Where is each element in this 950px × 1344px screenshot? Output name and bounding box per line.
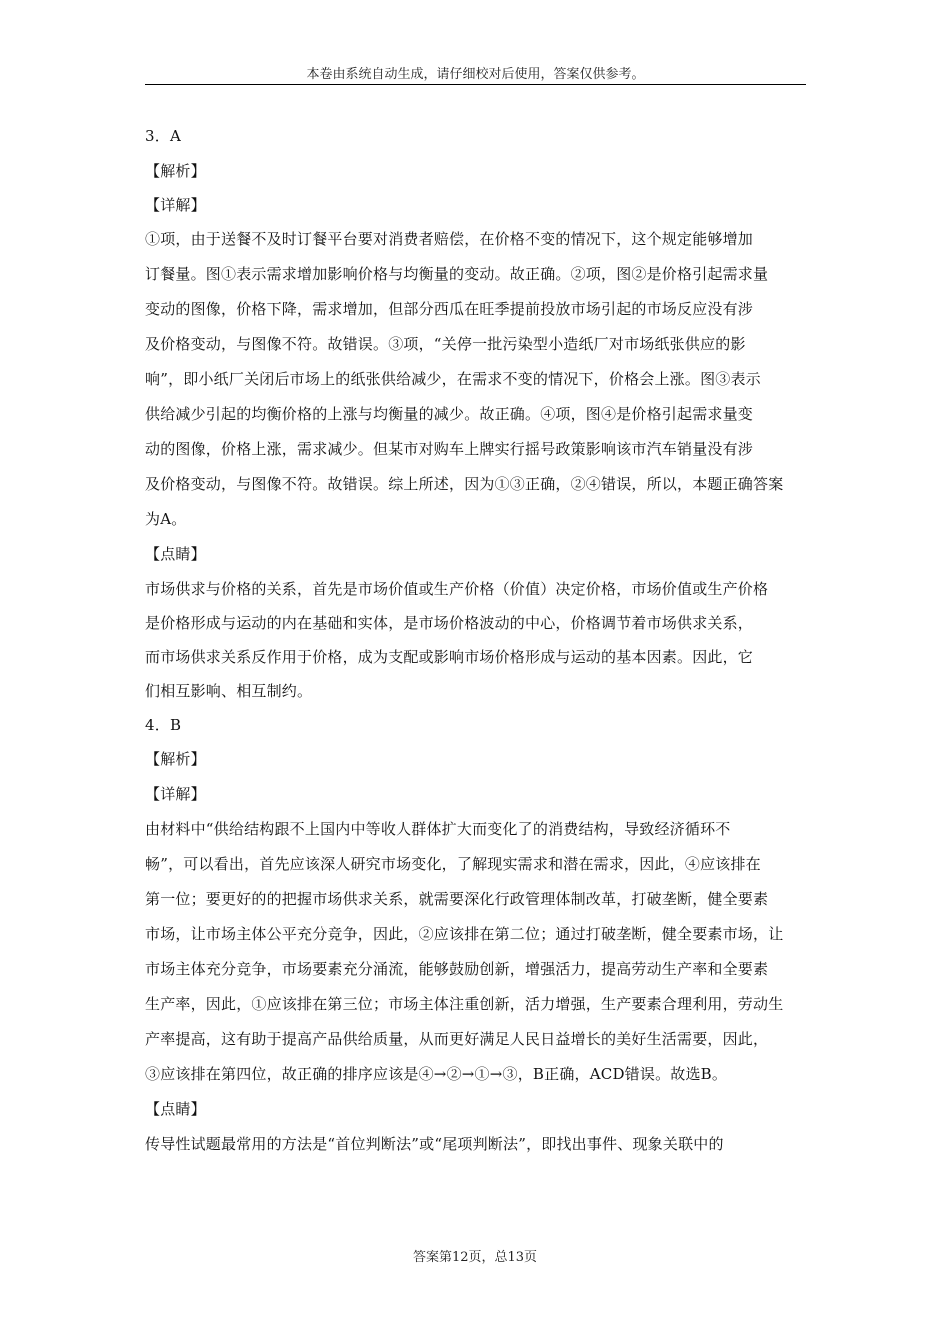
paragraph-line: 变动的图像，价格下降，需求增加，但部分西瓜在旺季提前投放市场引起的市场反应没有涉 (145, 300, 754, 318)
paragraph-line: 畅”，可以看出，首先应该深人研究市场变化，了解现实需求和潜在需求，因此，④应该排在 (145, 855, 761, 873)
paragraph-line: 市场主体充分竞争，市场要素充分涌流，能够鼓励创新，增强活力，提高劳动生产率和全要素 (145, 960, 769, 978)
paragraph-line: 是价格形成与运动的内在基础和实体，是市场价格波动的中心，价格调节着市场供求关系， (145, 614, 754, 632)
section-heading-analysis: 【解析】 (145, 750, 206, 768)
paragraph-line: 市场，让市场主体公平充分竞争，因此，②应该排在第二位；通过打破垄断，健全要素市场，让 (145, 925, 784, 943)
header-divider (145, 84, 806, 85)
paragraph-line: 及价格变动，与图像不符。故错误。③项，“关停一批污染型小造纸厂对市场纸张供应的影 (145, 335, 746, 353)
section-heading-analysis: 【解析】 (145, 162, 206, 180)
section-heading-detail: 【详解】 (145, 196, 206, 214)
paragraph-line: 供给减少引起的均衡价格的上涨与均衡量的减少。故正确。④项，图④是价格引起需求量变 (145, 405, 754, 423)
paragraph-line: 传导性试题最常用的方法是“首位判断法”或“尾项判断法”，即找出事件、现象关联中的 (145, 1135, 724, 1153)
paragraph-line: ③应该排在第四位，故正确的排序应该是④→②→①→③，B正确，ACD错误。故选B。 (145, 1065, 728, 1083)
paragraph-line: 响”，即小纸厂关闭后市场上的纸张供给减少，在需求不变的情况下，价格会上涨。图③表示 (145, 370, 761, 388)
paragraph-line: 而市场供求关系反作用于价格，成为支配或影响市场价格形成与运动的基本因素。因此，它 (145, 648, 754, 666)
page-footer: 答案第12页，总13页 (412, 1250, 538, 1265)
paragraph-line: 生产率，因此，①应该排在第三位；市场主体注重创新，活力增强，生产要素合理利用，劳动生 (145, 995, 784, 1013)
paragraph-line: 订餐量。图①表示需求增加影响价格与均衡量的变动。故正确。②项，图②是价格引起需求量 (145, 265, 769, 283)
paragraph-line: 由材料中“供给结构跟不上国内中等收人群体扩大而变化了的消费结构，导致经济循环不 (145, 820, 731, 838)
paragraph-line: 第一位；要更好的的把握市场供求关系，就需要深化行政管理体制改革，打破垄断，健全要素 (145, 890, 769, 908)
page-header: 本卷由系统自动生成，请仔细校对后使用，答案仅供参考。 (306, 67, 645, 82)
paragraph-line: 动的图像，价格上涨，需求减少。但某市对购车上牌实行摇号政策影响该市汽车销量没有涉 (145, 440, 754, 458)
paragraph-line: 产率提高，这有助于提高产品供给质量，从而更好满足人民日益增长的美好生活需要，因此， (145, 1030, 769, 1048)
paragraph-line: 及价格变动，与图像不符。故错误。综上所述，因为①③正确，②④错误，所以，本题正确答案 (145, 475, 784, 493)
paragraph-line: 们相互影响、相互制约。 (145, 682, 313, 700)
paragraph-line: 市场供求与价格的关系，首先是市场价值或生产价格（价值）决定价格，市场价值或生产价格 (145, 580, 769, 598)
section-heading-tip: 【点睛】 (145, 1100, 206, 1118)
section-heading-detail: 【详解】 (145, 785, 206, 803)
section-heading-tip: 【点睛】 (145, 545, 206, 563)
answer-number-3: 3．A (145, 127, 181, 145)
paragraph-line: 为A。 (145, 510, 187, 528)
answer-number-4: 4．B (145, 716, 182, 734)
paragraph-line: ①项，由于送餐不及时订餐平台要对消费者赔偿，在价格不变的情况下，这个规定能够增加 (145, 230, 754, 248)
